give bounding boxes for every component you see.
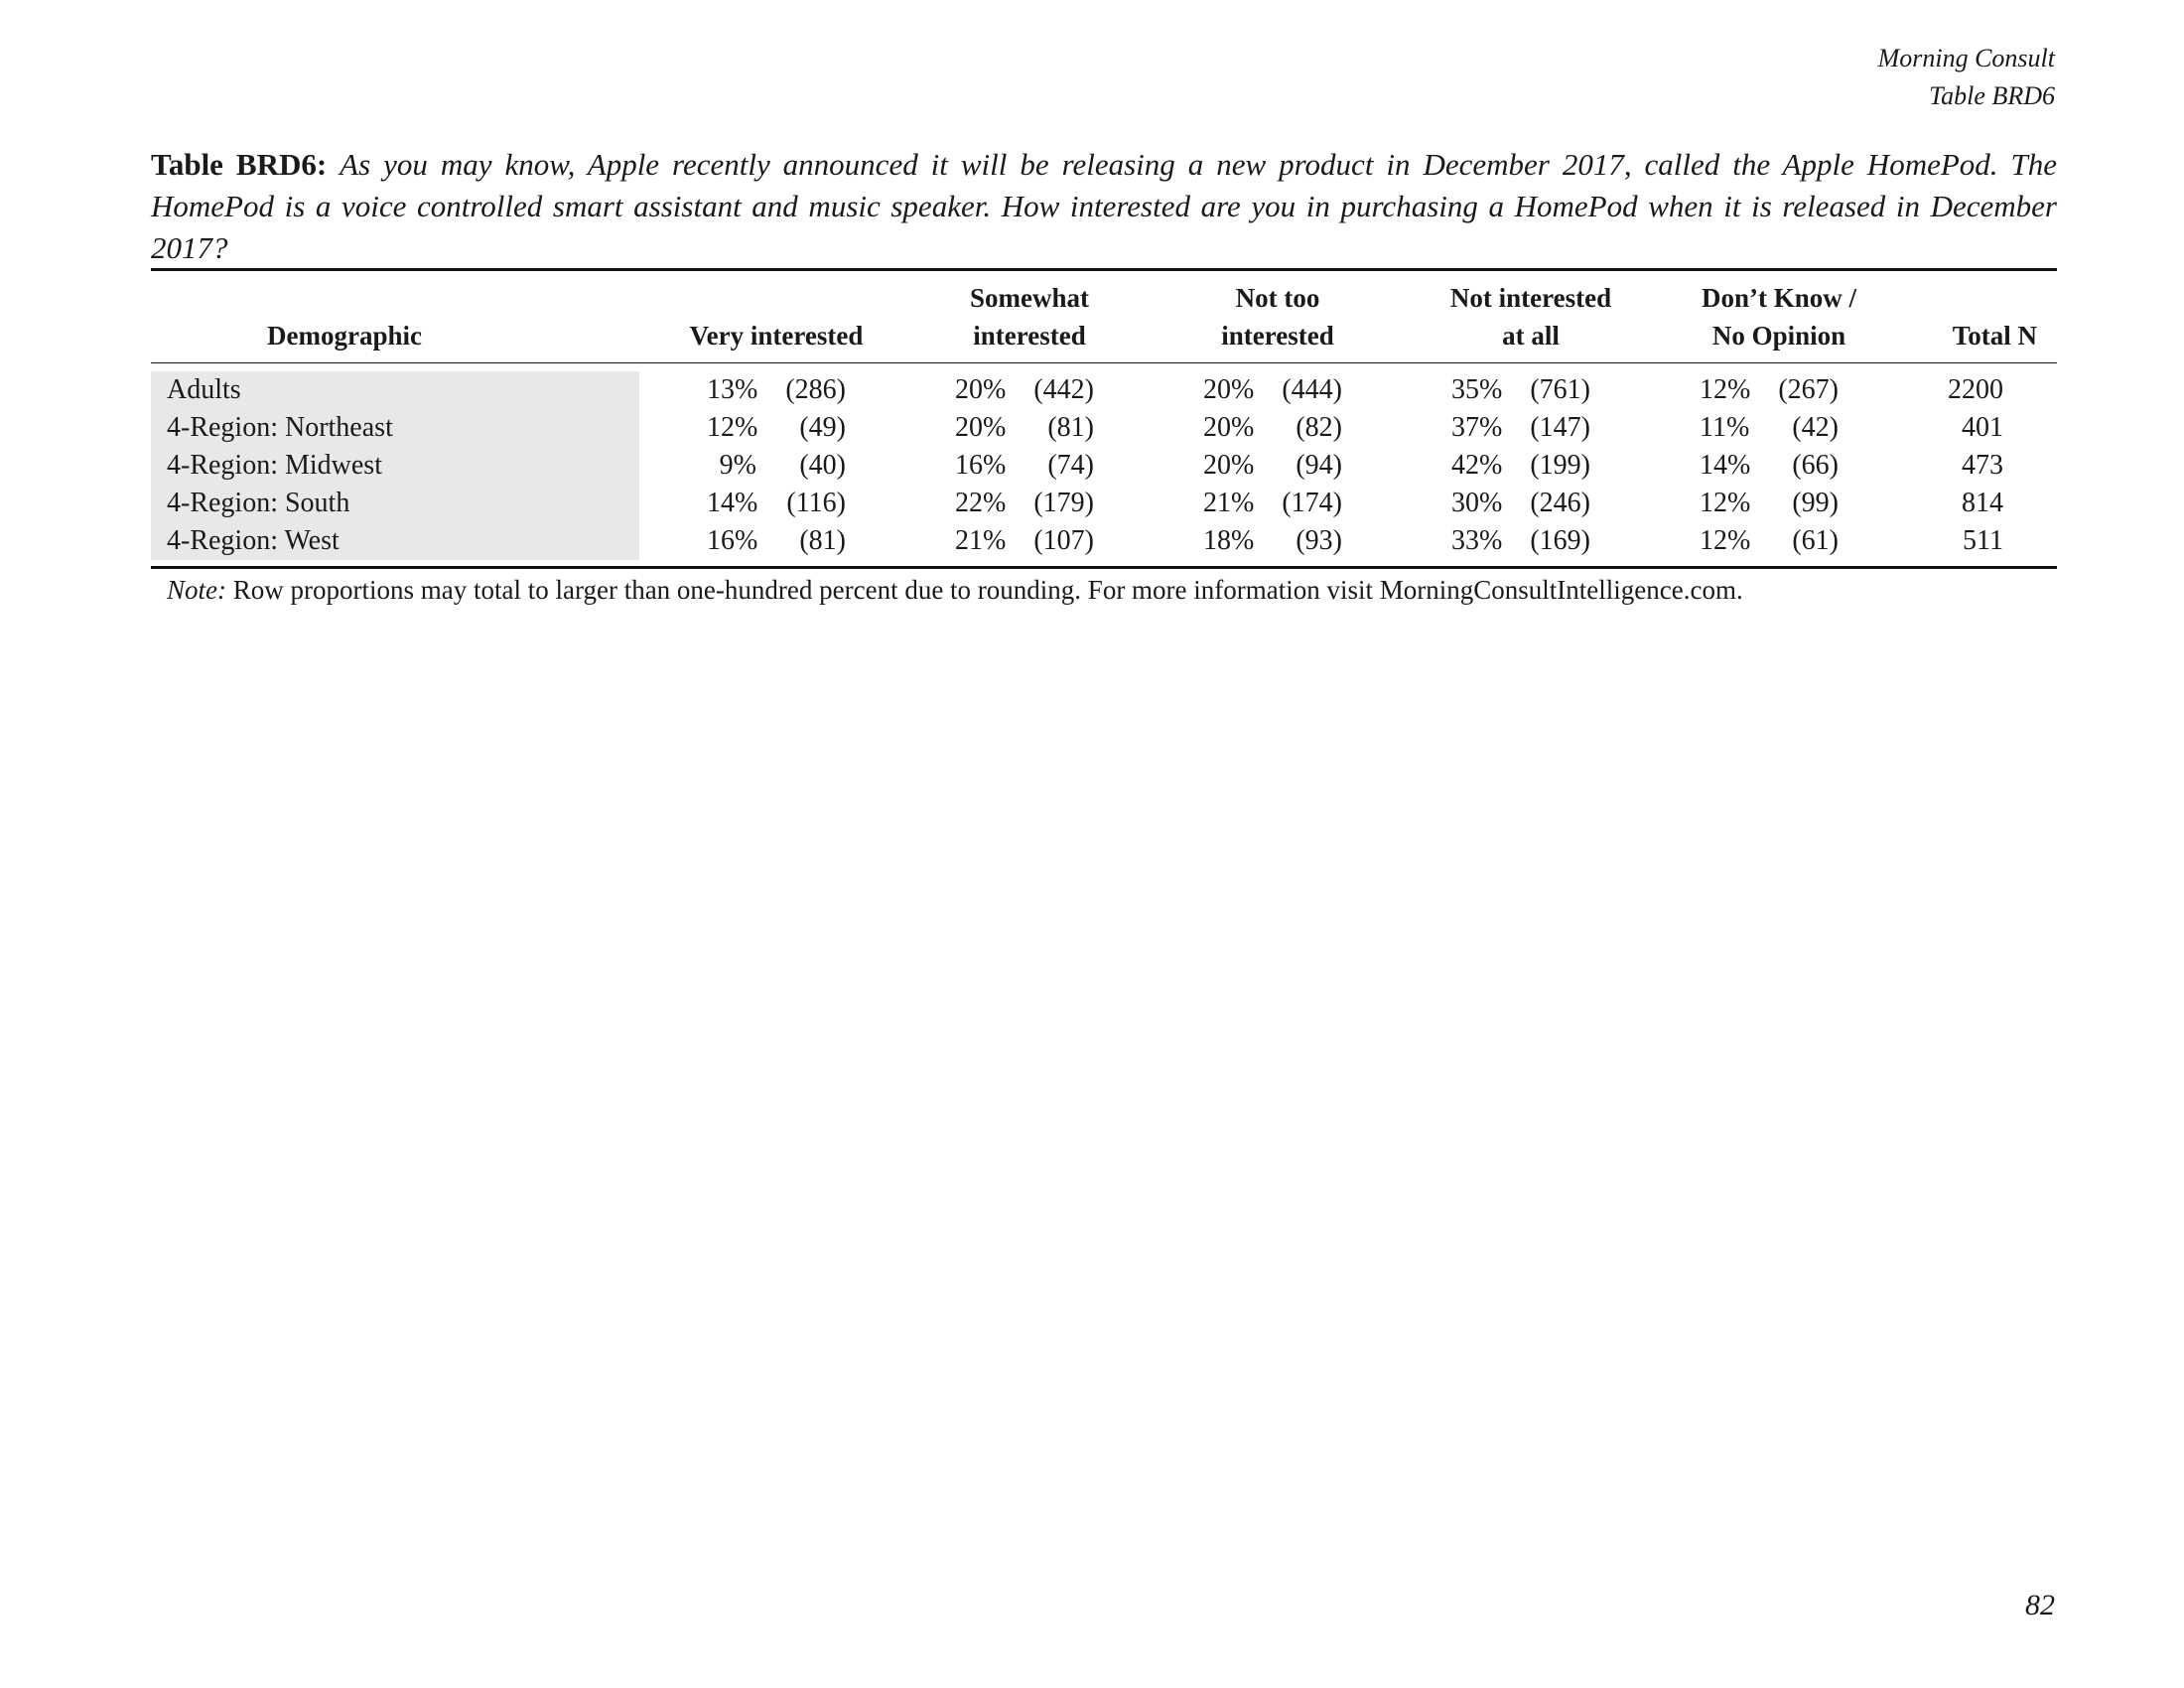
not-too-interested-n: (444) — [1282, 374, 1342, 405]
very-interested-n: (116) — [786, 488, 846, 518]
very-interested-pct: 16% — [707, 525, 758, 556]
somewhat-interested-pct: 21% — [955, 525, 1007, 556]
col-header-not-interested-line2: at all — [1502, 321, 1560, 351]
total-n: 511 — [1963, 525, 2003, 556]
dont-know-n: (61) — [1792, 525, 1839, 556]
very-interested-n: (81) — [799, 525, 846, 556]
table-title-label: Table BRD6: — [151, 147, 328, 182]
col-header-total-n — [1908, 317, 2037, 354]
row-label: Adults — [167, 374, 241, 405]
col-header-dont-know — [1660, 279, 1898, 354]
total-n: 814 — [1962, 488, 2003, 518]
very-interested-n: (49) — [799, 412, 846, 443]
col-header-not-interested-at-all — [1407, 279, 1655, 354]
col-header-not-too-interested — [1159, 279, 1397, 354]
not-too-interested-pct: 20% — [1203, 450, 1255, 481]
not-interested-n: (169) — [1530, 525, 1590, 556]
col-header-very-interested — [657, 317, 895, 354]
not-interested-pct: 33% — [1451, 525, 1503, 556]
not-too-interested-n: (93) — [1296, 525, 1342, 556]
somewhat-interested-pct: 20% — [955, 412, 1007, 443]
note-text: Row proportions may total to larger than one-hundred percent due to rounding. For more information visit MorningConsultIntelligence.com. — [232, 575, 1743, 605]
very-interested-pct: 13% — [707, 374, 758, 405]
table-row — [151, 371, 2057, 409]
not-interested-n: (761) — [1530, 374, 1590, 405]
total-n: 401 — [1962, 412, 2003, 443]
not-interested-pct: 35% — [1451, 374, 1503, 405]
table-header — [151, 271, 2057, 362]
col-header-somewhat-interested-line2: interested — [973, 321, 1086, 351]
very-interested-pct: 9% — [719, 450, 756, 481]
col-header-somewhat-interested-line1: Somewhat — [970, 283, 1089, 313]
document-header — [1878, 40, 2055, 115]
col-header-dont-know-line1: Don’t Know / — [1701, 283, 1856, 313]
somewhat-interested-n: (107) — [1033, 525, 1094, 556]
row-label: 4-Region: South — [167, 488, 350, 518]
col-header-not-interested-line1: Not interested — [1449, 283, 1612, 313]
header-table-id: Table BRD6 — [1929, 81, 2055, 110]
col-header-very-interested-line2: Very interested — [689, 321, 864, 351]
not-too-interested-pct: 20% — [1203, 374, 1255, 405]
table-body — [151, 363, 2057, 566]
not-interested-pct: 30% — [1451, 488, 1503, 518]
dont-know-pct: 12% — [1700, 525, 1751, 556]
not-interested-n: (199) — [1530, 450, 1590, 481]
table-row — [151, 522, 2057, 560]
table-note — [151, 569, 2057, 609]
col-header-somewhat-interested — [910, 279, 1149, 354]
not-too-interested-n: (82) — [1296, 412, 1342, 443]
page-number: 82 — [2025, 1589, 2055, 1621]
note-label: Note: — [167, 575, 226, 605]
table-row — [151, 485, 2057, 522]
very-interested-pct: 14% — [707, 488, 758, 518]
col-header-total-n-label: Total N — [1952, 321, 2037, 351]
col-header-demographic-label: Demographic — [267, 321, 422, 351]
somewhat-interested-pct: 20% — [955, 374, 1007, 405]
somewhat-interested-n: (442) — [1033, 374, 1094, 405]
col-header-not-too-interested-line2: interested — [1221, 321, 1334, 351]
col-header-not-too-interested-line1: Not too — [1235, 283, 1320, 313]
somewhat-interested-n: (74) — [1047, 450, 1094, 481]
somewhat-interested-pct: 16% — [955, 450, 1007, 481]
table-row — [151, 409, 2057, 447]
col-header-demographic — [151, 317, 538, 354]
somewhat-interested-n: (81) — [1047, 412, 1094, 443]
table-question: As you may know, Apple recently announced it will be releasing a new product in December 2017, called the Apple HomePod. The HomePod is a voice controlled smart assistant and music speaker. How interested are you in purchasing a HomePod when it is released in December 2017? — [151, 147, 2057, 265]
dont-know-n: (99) — [1792, 488, 1839, 518]
very-interested-pct: 12% — [707, 412, 758, 443]
dont-know-n: (66) — [1792, 450, 1839, 481]
row-label: 4-Region: West — [167, 525, 340, 556]
dont-know-n: (267) — [1778, 374, 1839, 405]
very-interested-n: (286) — [785, 374, 846, 405]
somewhat-interested-n: (179) — [1033, 488, 1094, 518]
dont-know-pct: 14% — [1700, 450, 1751, 481]
table-row — [151, 447, 2057, 485]
dont-know-n: (42) — [1792, 412, 1839, 443]
not-interested-n: (246) — [1530, 488, 1590, 518]
not-too-interested-pct: 21% — [1203, 488, 1255, 518]
total-n: 473 — [1962, 450, 2003, 481]
not-too-interested-pct: 18% — [1203, 525, 1255, 556]
very-interested-n: (40) — [799, 450, 846, 481]
row-label: 4-Region: Northeast — [167, 412, 393, 443]
dont-know-pct: 12% — [1700, 488, 1751, 518]
total-n: 2200 — [1948, 374, 2003, 405]
dont-know-pct: 11% — [1700, 412, 1750, 443]
row-label: 4-Region: Midwest — [167, 450, 382, 481]
not-interested-n: (147) — [1530, 412, 1590, 443]
col-header-dont-know-line2: No Opinion — [1711, 321, 1846, 351]
not-too-interested-pct: 20% — [1203, 412, 1255, 443]
somewhat-interested-pct: 22% — [955, 488, 1007, 518]
not-interested-pct: 42% — [1451, 450, 1503, 481]
table-title — [151, 144, 2057, 269]
not-interested-pct: 37% — [1451, 412, 1503, 443]
not-too-interested-n: (94) — [1296, 450, 1342, 481]
results-table — [151, 268, 2057, 609]
not-too-interested-n: (174) — [1282, 488, 1342, 518]
dont-know-pct: 12% — [1700, 374, 1751, 405]
header-org: Morning Consult — [1877, 44, 2055, 72]
